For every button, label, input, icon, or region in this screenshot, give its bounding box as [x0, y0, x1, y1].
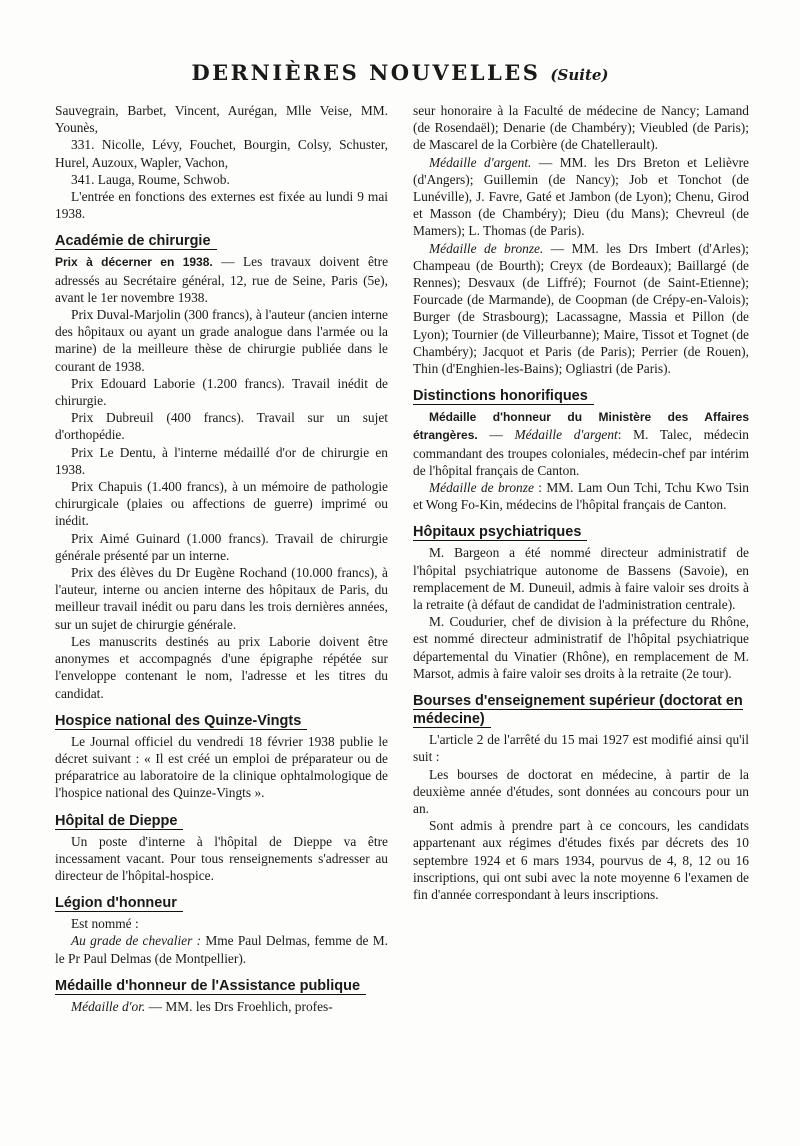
bourses-para: L'article 2 de l'arrêté du 15 mai 1927 est modifié ainsi qu'il suit : — [413, 732, 749, 765]
section-heading-psy: Hôpitaux psychiatriques — [413, 523, 749, 541]
academie-para: Prix Aimé Guinard (1.000 francs). Travail de chirurgie générale présenté par un interne. — [55, 530, 388, 563]
left-column — [55, 102, 388, 1015]
academie-para: Prix des élèves du Dr Eugène Rochand (10.000 francs), à l'auteur, interne ou ancien interne des hôpitaux de Paris, du meilleur travail inédit ou paru dans les trois dernières années, sur un sujet de chirurgie générale. — [55, 565, 388, 632]
section-heading-bourses: Bourses d'enseignement supérieur (doctorat en médecine) — [413, 693, 743, 728]
section-heading-assistance: Médaille d'honneur de l'Assistance publique — [55, 977, 388, 995]
section-heading-academie: Académie de chirurgie — [55, 232, 388, 250]
academie-para: Prix à décerner en 1938. — Les travaux doivent être adressés au Secrétaire général, 12, rue de Seine, Paris (5e), avant le 1er novembre 1938. — [55, 254, 389, 305]
section-heading-dieppe: Hôpital de Dieppe — [55, 812, 388, 830]
intro-line: 341. Lauga, Roume, Schwob. — [71, 171, 230, 187]
assistance-cont: seur honoraire à la Faculté de médecine de Nancy; Lamand (de Rosendaël); Denarie (de Chambéry); Vieubled (de Paris); de Mascarel de la Corbière (de Chatellerault). — [413, 103, 749, 153]
psy-para: M. Coudurier, chef de division à la préfecture du Rhône, est nommé directeur administratif de l'hôpital psychiatrique départemental du Vinatier (Rhône), en remplacement de M. Marsot, admis à faire valoir ses droits à la retraite (2e tour). — [413, 614, 749, 681]
academie-lead: Prix à décerner en 1938. — [55, 255, 213, 270]
intro-line: Sauvegrain, Barbet, Vincent, Aurégan, Mlle Veise, MM. Younès, — [55, 103, 388, 136]
page-title — [0, 60, 800, 85]
title-suite: (Suite) — [550, 66, 609, 84]
section-heading-hospice: Hospice national des Quinze-Vingts — [55, 712, 388, 730]
hospice-para: Le Journal officiel du vendredi 18 février 1938 publie le décret suivant : « Il est créé un emploi de préparateur ou de préparatrice au laboratoire de la clinique ophtalmologique de l'hospice national des Quinze-Vingts ». — [55, 733, 388, 801]
psy-para: M. Bargeon a été nommé directeur administratif de l'hôpital psychiatrique autonome de Bassens (Savoie), en remplacement de M. Duneuil, admis à faire valoir ses droits à la retraite (à défaut de candidat de l'administration centrale). — [413, 545, 749, 613]
right-column — [413, 102, 749, 903]
academie-para: Prix Le Dentu, à l'interne médaillé d'or de chirurgie en 1938. — [55, 444, 388, 477]
intro-line: 331. Nicolle, Lévy, Fouchet, Bourgin, Colsy, Schuster, Hurel, Auzoux, Wapler, Vachon, — [55, 137, 388, 170]
medaille-argent-para: Médaille d'argent. — MM. les Drs Breton et Lelièvre (d'Angers); Guillemin (de Nancy); Job et Tonchot (de Lunéville), J. Favre, Gaté et Jambon (de Lyon); Chenu, Girod et Masson (de Chambéry); Dieu (du Mans); Chevreul (de Mamers); L. Thomas (de Paris). — [413, 154, 750, 239]
academie-para: Prix Dubreuil (400 francs). Travail sur un sujet d'orthopédie. — [55, 410, 388, 443]
distinctions-para: Médaille de bronze : MM. Lam Oun Tchi, Tchu Kwo Tsin et Wong Fo-Kin, médecins de l'hôpital français de Canton. — [413, 480, 749, 513]
section-heading-distinctions: Distinctions honorifiques — [413, 387, 749, 405]
dieppe-para: Un poste d'interne à l'hôpital de Dieppe va être incessament vacant. Pour tous renseignements s'adresser au directeur de l'hôpital-hospice. — [55, 833, 388, 883]
distinctions-para: Médaille d'honneur du Ministère des Affaires étrangères. — Médaille d'argent: M. Talec, médecin commandant des troupes coloniales, médecin-chef par intérim de l'hôpital français de Canton. — [413, 410, 750, 478]
title-text: DERNIÈRES NOUVELLES — [191, 60, 541, 85]
assistance-para: Médaille d'or. — MM. les Drs Froehlich, profes- — [71, 998, 333, 1014]
academie-para: Prix Duval-Marjolin (300 francs), à l'auteur (ancien interne des hôpitaux ou ayant un grade analogue dans l'armée ou la marine) de la meilleure thèse de chirurgie publiée dans le courant de 1938. — [55, 307, 388, 374]
section-heading-legion: Légion d'honneur — [55, 894, 388, 912]
legion-line: Est nommé : — [71, 916, 139, 932]
intro-line: L'entrée en fonctions des externes est fixée au lundi 9 mai 1938. — [55, 189, 388, 222]
academie-para: Prix Edouard Laborie (1.200 francs). Travail inédit de chirurgie. — [55, 375, 388, 409]
bourses-para: Sont admis à prendre part à ce concours, les candidats appartenant aux régimes d'études fixés par décrets des 10 septembre 1924 et 6 mars 1934, pourvus de 4, 8, 12 ou 16 inscriptions, qui ont subi avec la note moyenne 6 l'examen de fin d'année correspondant à leurs inscriptions. — [413, 818, 749, 902]
medaille-bronze-para: Médaille de bronze. — MM. les Drs Imbert (d'Arles); Champeau (de Bourth); Creyx (de Bordeaux); Baillargé (de Rennes); Desvaux (de Liffré); Fournot (de Saint-Etienne); Fourcade (de Marmande), de Coopman (de Crépy-en-Valois); Burger (de Strasbourg); Lacassagne, Massia et Pillon (de Lyon); Tournier (de Villeurbanne); Maire, Tissot et Tognet (de Chambéry); Jacquot et Paris (de Paris); Perrier (de Rouen), Thin (d'Enghien-les-Bains); Ogliastri (de Paris). — [413, 240, 750, 377]
bourses-para: Les bourses de doctorat en médecine, à partir de la deuxième année d'études, sont données au concours pour un an. — [413, 766, 749, 816]
academie-para: Les manuscrits destinés au prix Laborie doivent être anonymes et accompagnés d'une épigraphe répétée sur l'enveloppe contenant le nom, l'adresse et les titres du candidat. — [55, 633, 388, 701]
legion-para: Au grade de chevalier : Mme Paul Delmas, femme de M. le Pr Paul Delmas (de Montpellier). — [55, 933, 388, 966]
academie-para: Prix Chapuis (1.400 francs), à un mémoire de pathologie chirurgicale (plaies ou affections de guerre) imprimé ou inédit. — [55, 479, 388, 529]
